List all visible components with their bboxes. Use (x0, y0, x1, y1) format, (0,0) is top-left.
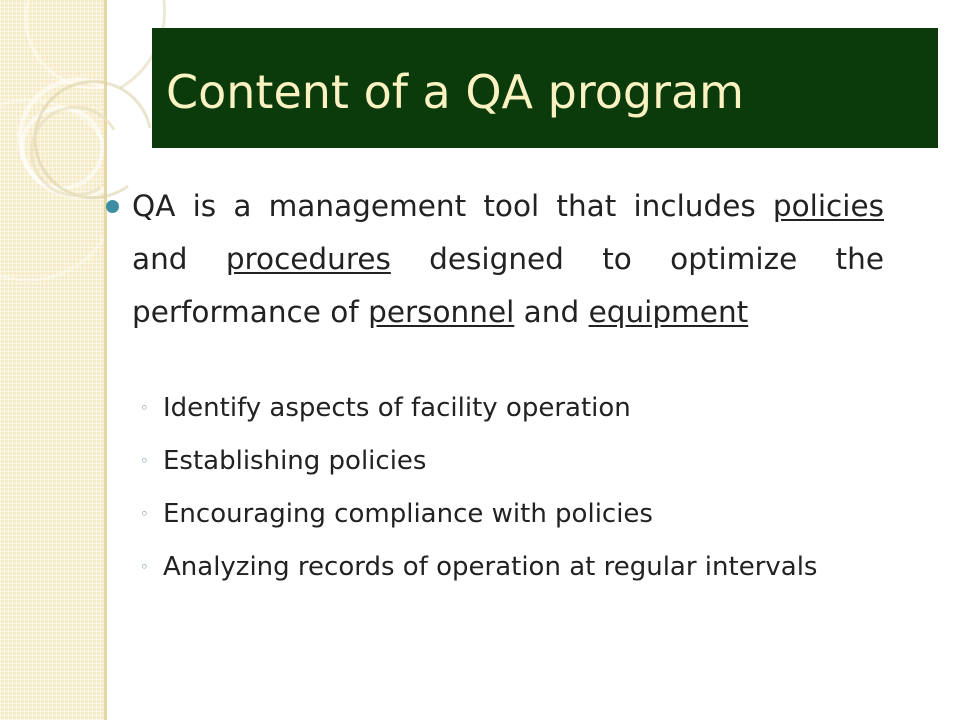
sub-bullet-item (140, 496, 860, 532)
sub-bullet-list (140, 390, 860, 602)
sub-bullet-text: Analyzing records of operation at regular intervals (163, 552, 818, 582)
circle-bullet-icon: ◦ (140, 399, 149, 417)
sub-bullet-item (140, 390, 860, 426)
bullet-text-3: designed to optimize the performance of (132, 242, 884, 329)
bullet-text-1: QA is a management tool that includes (132, 189, 773, 223)
circle-bullet-icon: ◦ (140, 558, 149, 576)
sub-bullet-text: Encouraging compliance with policies (163, 499, 653, 529)
sub-bullet-text: Identify aspects of facility operation (163, 393, 631, 423)
bullet-text-2: and (132, 242, 226, 276)
bullet-text-4: and (514, 295, 589, 329)
link-personnel[interactable]: personnel (368, 295, 515, 329)
sub-bullet-item (140, 443, 860, 479)
slide-title: Content of a QA program (166, 65, 744, 119)
bullet-dot-icon (106, 200, 119, 213)
title-bar (152, 28, 938, 148)
main-bullet (132, 180, 884, 339)
sub-bullet-item (140, 549, 860, 585)
link-procedures[interactable]: procedures (225, 242, 391, 276)
link-equipment[interactable]: equipment (588, 295, 749, 329)
sub-bullet-text: Establishing policies (163, 446, 427, 476)
circle-bullet-icon: ◦ (140, 452, 149, 470)
circle-bullet-icon: ◦ (140, 505, 149, 523)
link-policies[interactable]: policies (772, 189, 884, 223)
deco-arc-2 (32, 107, 114, 195)
